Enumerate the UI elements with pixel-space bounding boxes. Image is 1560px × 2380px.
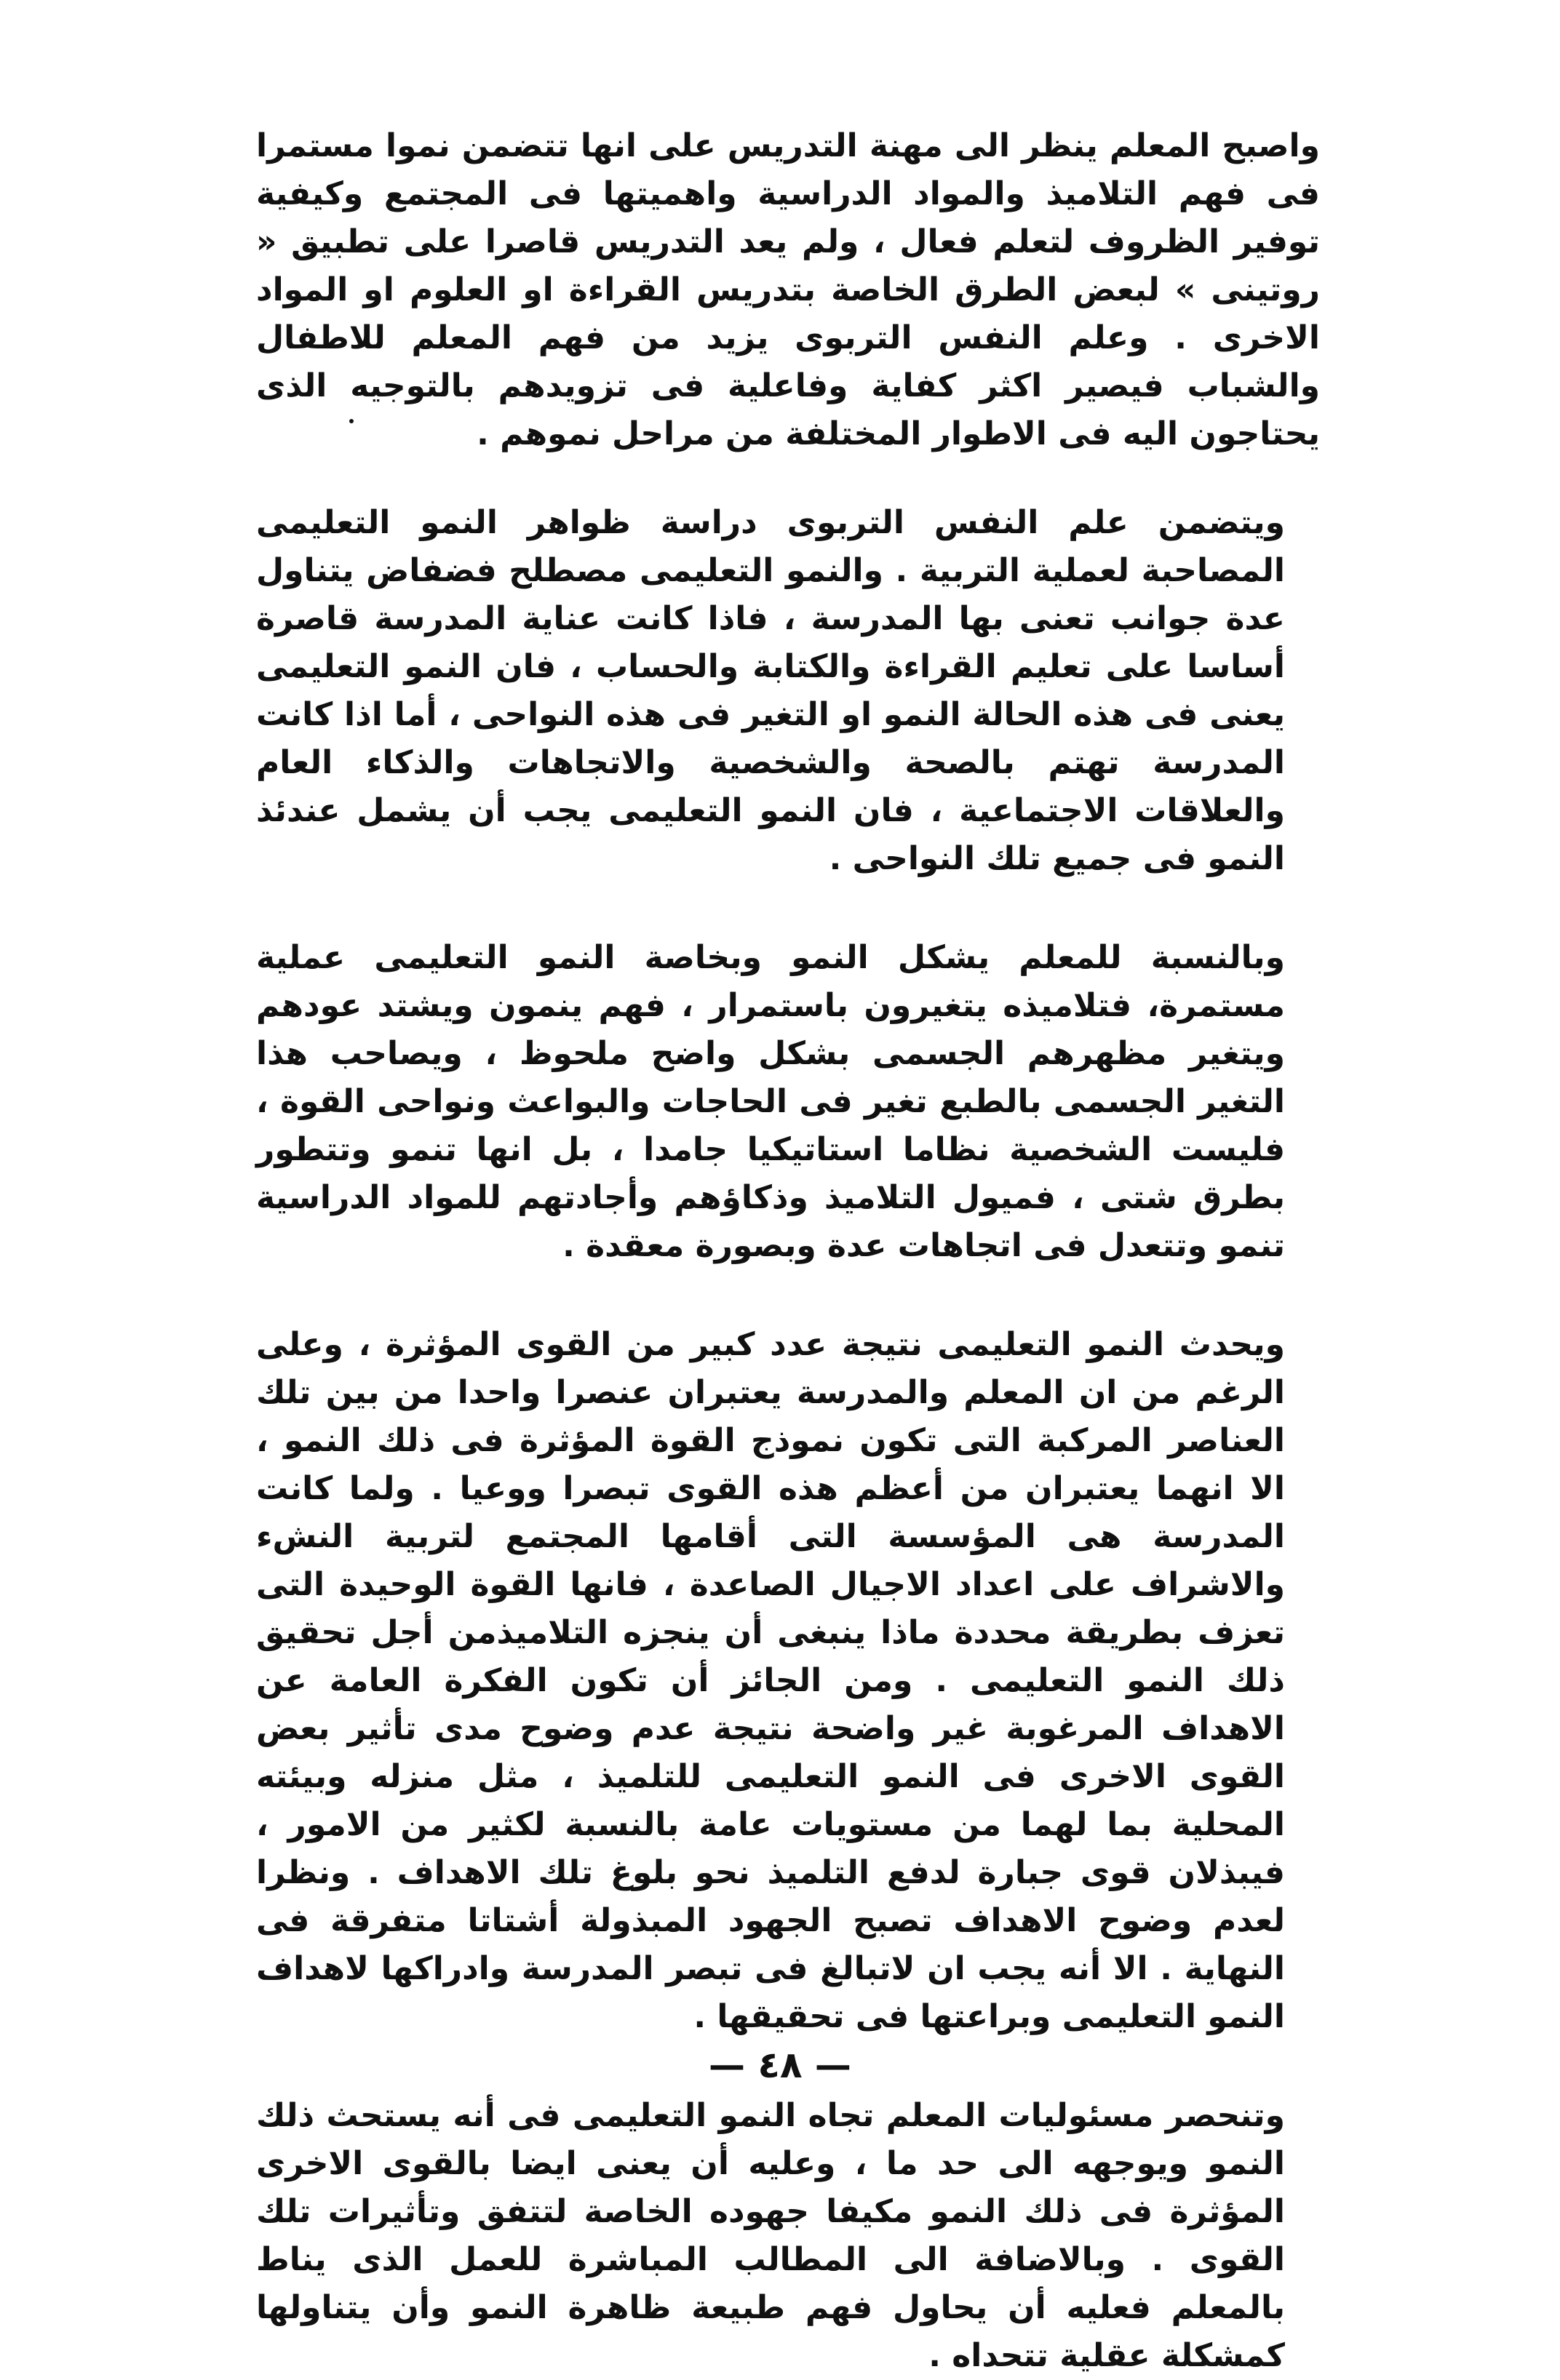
paragraph-2: ويتضمن علم النفس التربوى دراسة ظواهر النمو التعليمى المصاحبة لعملية التربية . والنمو التعليمى مصطلح فضفاض يتناول عدة جوانب تعنى بها المدرسة ، فاذا كانت عناية المدرسة قاصرة أساسا على تعليم القراءة والكتابة والحساب ، فان النمو التعليمى يعنى فى هذه الحالة النمو او التغير فى هذه النواحى ، أما اذا كانت المدرسة تهتم بالصحة والشخصية والاتجاهات والذكاء العام والعلاقات الاجتماعية ، فان النمو التعليمى يجب أن يشمل عندئذ النمو فى جميع تلك النواحى .: [256, 504, 1285, 877]
paragraph-4: ويحدث النمو التعليمى نتيجة عدد كبير من القوى المؤثرة ، وعلى الرغم من ان المعلم والمدرسة يعتبران عنصرا واحدا من بين تلك العناصر المركبة التى تكون نموذج القوة المؤثرة فى ذلك النمو ، الا انهما يعتبران من أعظم هذه القوى تبصرا ووعيا . ولما كانت المدرسة هى المؤسسة التى أقامها المجتمع لتربية النشء والاشراف على اعداد الاجيال الصاعدة ، فانها القوة الوحيدة التى تعزف بطريقة محددة ماذا ينبغى أن ينجزه التلاميذمن أجل تحقيق ذلك النمو التعليمى . ومن الجائز أن تكون الفكرة العامة عن الاهداف المرغوبة غير واضحة نتيجة عدم وضوح مدى تأثير بعض القوى الاخرى فى النمو التعليمى للتلميذ ، مثل منزله وبيئته المحلية بما لهما من مستويات عامة بالنسبة لكثير من الامور ، فيبذلان قوى جبارة لدفع التلميذ نحو بلوغ تلك الاهداف . ونظرا لعدم وضوح الاهداف تصبح الجهود المبذولة أشتاتا متفرقة فى النهاية . الا أنه يجب ان لاتبالغ فى تبصر المدرسة وادراكها لاهداف النمو التعليمى وبراعتها فى تحقيقها .: [256, 1326, 1285, 2035]
paragraph-5: وتنحصر مسئوليات المعلم تجاه النمو التعليمى فى أنه يستحث ذلك النمو ويوجهه الى حد ما ، وعليه أن يعنى ايضا بالقوى الاخرى المؤثرة فى ذلك النمو مكيفا جهوده الخاصة لتتفق وتأثيرات تلك القوى . وبالاضافة الى المطالب المباشرة للعمل الذى يناط بالمعلم فعليه أن يحاول فهم طبيعة ظاهرة النمو وأن يتناولها كمشكلة عقلية تتحداه .: [256, 2097, 1285, 2374]
scan-speck: [349, 419, 354, 423]
page-number: — ٤٨ —: [709, 2044, 851, 2086]
body-text: [256, 122, 1320, 2380]
paragraph-1: واصبح المعلم ينظر الى مهنة التدريس على انها تتضمن نموا مستمرا فى فهم التلاميذ والمواد الدراسية واهميتها فى المجتمع وكيفية توفير الظروف لتعلم فعال ، ولم يعد التدريس قاصرا على تطبيق « روتينى » لبعض الطرق الخاصة بتدريس القراءة او العلوم او المواد الاخرى . وعلم النفس التربوى يزيد من فهم المعلم للاطفال والشباب فيصير اكثر كفاية وفاعلية فى تزويدهم بالتوجيه الذى يحتاجون اليه فى الاطوار المختلفة من مراحل نموهم .: [256, 127, 1320, 452]
paragraph-3: وبالنسبة للمعلم يشكل النمو وبخاصة النمو التعليمى عملية مستمرة، فتلاميذه يتغيرون باستمرار ، فهم ينمون ويشتد عودهم ويتغير مظهرهم الجسمى بشكل واضح ملحوظ ، ويصاحب هذا التغير الجسمى بالطبع تغير فى الحاجات والبواعث ونواحى القوة ، فليست الشخصية نظاما استاتيكيا جامدا ، بل انها تنمو وتتطور بطرق شتى ، فميول التلاميذ وذكاؤهم وأجادتهم للمواد الدراسية تنمو وتتعدل فى اتجاهات عدة وبصورة معقدة .: [256, 939, 1285, 1264]
